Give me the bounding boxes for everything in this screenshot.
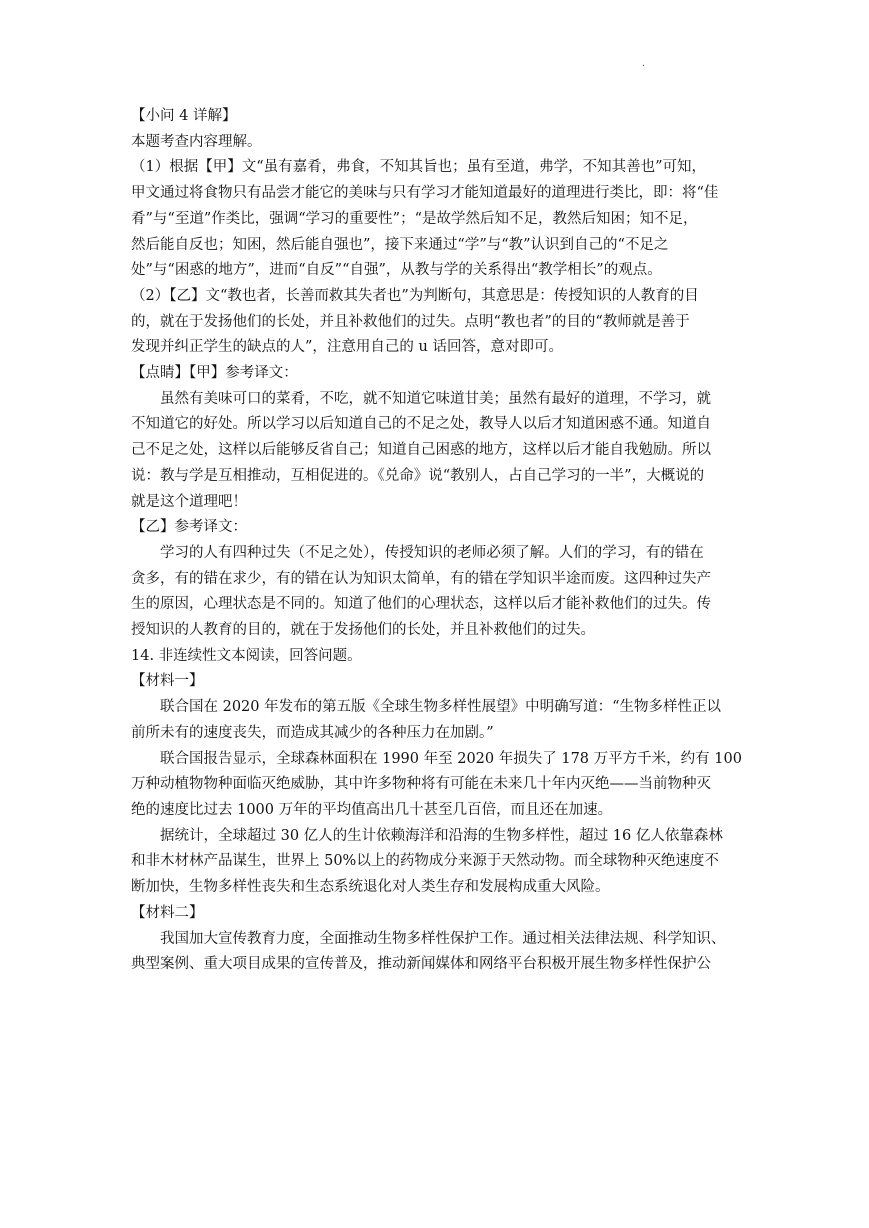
text-line: 就是这个道理吧！ [131, 493, 247, 510]
text-line: 断加快，生物多样性丧失和生态系统退化对人类生存和发展构成重大风险。 [131, 879, 610, 896]
text-line: 学习的人有四种过失（不足之处），传授知识的老师必须了解。人们的学习，有的错在 [160, 544, 704, 561]
text-line: 和非木材林产品谋生，世界上 50%以上的药物成分来源于天然动物。而全球物种灭绝速度不 [131, 853, 719, 870]
text-line: 【小问 4 详解】 [131, 108, 237, 124]
paragraph-intro [131, 130, 737, 156]
paragraph-m1p3 [131, 824, 737, 901]
text-line: 说：教与学是互相推动，互相促进的。《兑命》说“教别人，占自己学习的一半”，大概说的 [131, 467, 705, 484]
text-line: （1）根据【甲】文“虽有嘉肴，弗食，不知其旨也；虽有至道，弗学，不知其善也”可知， [131, 159, 707, 176]
text-line: 虽然有美味可口的菜肴，不吃，就不知道它味道甘美；虽然有最好的道理，不学习，就 [160, 390, 711, 407]
paragraph-a2 [131, 284, 737, 361]
paragraph-a1 [131, 155, 737, 284]
paragraph-h4 [131, 104, 737, 130]
paragraph-m2p1 [131, 927, 737, 978]
text-line: 绝的速度比过去 1000 万年的平均值高出几十甚至几百倍，而且还在加速。 [131, 801, 613, 818]
text-line: 肴”与“至道”作类比，强调“学习的重要性”；“是故学然后知不足，教然后知困；知不足， [131, 210, 698, 227]
text-line: 【乙】参考译文： [131, 519, 247, 536]
text-line: 【点睛】【甲】参考译文： [131, 365, 298, 382]
text-line: 发现并纠正学生的缺点的人”，注意用自己的 u 话回答，意对即可。 [131, 339, 563, 356]
text-line: 联合国报告显示，全球森林面积在 1990 年至 2020 年损失了 178 万平方千米，约有 100 [160, 750, 742, 767]
text-line: 据统计，全球超过 30 亿人的生计依赖海洋和沿海的生物多样性，超过 16 亿人依靠森林 [160, 827, 723, 844]
text-line: 联合国在 2020 年发布的第五版《全球生物多样性展望》中明确写道：“生物多样性正以 [160, 699, 722, 716]
paragraph-tr1 [131, 387, 737, 516]
text-line: 本题考查内容理解。 [131, 133, 262, 150]
paragraph-m1 [131, 669, 737, 695]
text-line: 不知道它的好处。所以学习以后知道自己的不足之处，教导人以后才知道困惑不通。知道自 [131, 416, 711, 433]
paragraph-m1p1 [131, 695, 737, 746]
page-mark: . [642, 58, 646, 69]
text-line: 【材料一】 [131, 673, 204, 690]
text-line: 【材料二】 [131, 904, 204, 921]
paragraph-m2 [131, 901, 737, 927]
paragraph-q14 [131, 644, 737, 670]
text-line: 的，就在于发扬他们的长处，并且补救他们的过失。点明“教也者”的目的“教师就是善于 [131, 313, 690, 330]
text-line: 然后能自反也；知困，然后能自强也”，接下来通过“学”与“教”认识到自己的“不足之 [131, 236, 669, 253]
paragraph-tr2 [131, 541, 737, 644]
text-line: 贪多，有的错在求少，有的错在认为知识太简单，有的错在学知识半途而废。这四种过失产 [131, 570, 711, 587]
text-line: 万种动植物物种面临灭绝威胁，其中许多物种将有可能在未来几十年内灭绝——当前物种灭 [131, 776, 711, 793]
text-line: 授知识的人教育的目的，就在于发扬他们的长处，并且补救他们的过失。 [131, 622, 595, 639]
text-line: 典型案例、重大项目成果的宣传普及，推动新闻媒体和网络平台积极开展生物多样性保护公 [131, 956, 711, 973]
text-line: 生的原因，心理状态是不同的。知道了他们的心理状态，这样以后才能补救他们的过失。传 [131, 596, 711, 613]
text-line: 处”与“困惑的地方”，进而“自反”“自强”，从教与学的关系得出“教学相长”的观点。 [131, 262, 662, 279]
text-line: 14. 非连续性文本阅读，回答问题。 [131, 647, 362, 664]
paragraph-dj [131, 361, 737, 387]
paragraph-yi [131, 515, 737, 541]
text-line: 甲文通过将食物只有品尝才能它的美味与只有学习才能知道最好的道理进行类比，即：将“佳 [131, 185, 719, 202]
text-line: 我国加大宣传教育力度，全面推动生物多样性保护工作。通过相关法律法规、科学知识、 [160, 930, 726, 947]
paragraph-m1p2 [131, 747, 742, 824]
text-line: （2）【乙】文“教也者，长善而救其失者也”为判断句，其意思是：传授知识的人教育的目 [131, 287, 699, 304]
text-line: 前所未有的速度丧失，而造成其减少的各种压力在加剧。” [131, 724, 494, 741]
document-body [131, 104, 742, 978]
text-line: 己不足之处，这样以后能够反省自己；知道自己困惑的地方，这样以后才能自我勉励。所以 [131, 442, 711, 459]
